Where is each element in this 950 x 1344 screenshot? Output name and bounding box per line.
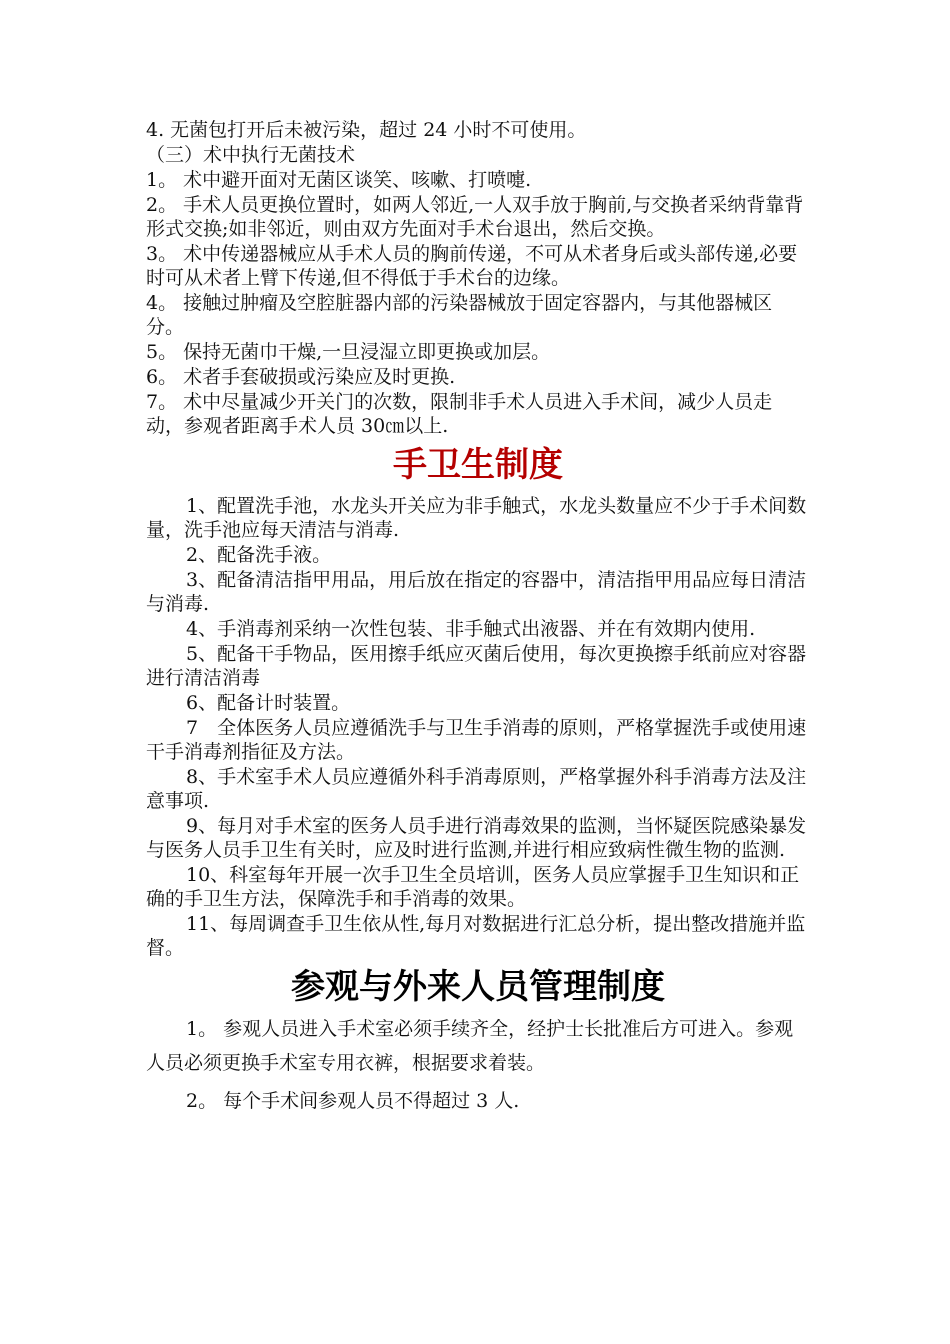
hand-hygiene-item: 5、配备干手物品，医用擦手纸应灭菌后使用，每次更换擦手纸前应对容器进行清洁消毒 (146, 643, 807, 689)
hand-hygiene-item: 10、科室每年开展一次手卫生全员培训，医务人员应掌握手卫生知识和正确的手卫生方法，保障洗手和手消毒的效果。 (146, 864, 800, 910)
visitor-management-section (146, 1012, 810, 1118)
visitor-item: 1。 参观人员进入手术室必须手续齐全，经护士长批准后方可进入。参观人员必须更换手术室专用衣裤，根据要求着装。 (146, 1018, 794, 1074)
hand-hygiene-item: 3、配备清洁指甲用品，用后放在指定的容器中，清洁指甲用品应每日清洁与消毒. (146, 569, 807, 615)
aseptic-line: 2。 手术人员更换位置时，如两人邻近,一人双手放于胸前,与交换者采纳背靠背形式交换;如非邻近，则由双方先面对手术台退出，然后交换。 (146, 194, 804, 240)
aseptic-line: 1。 术中避开面对无菌区谈笑、咳嗽、打喷嚏. (146, 169, 532, 191)
aseptic-technique-section (146, 118, 810, 438)
hand-hygiene-title: 手卫生制度 (393, 445, 563, 485)
aseptic-subheading: （三）术中执行无菌技术 (146, 144, 356, 166)
aseptic-line: 7。 术中尽量减少开关门的次数，限制非手术人员进入手术间，减少人员走动，参观者距离手术人员 30㎝以上. (146, 391, 773, 437)
aseptic-line: 3。 术中传递器械应从手术人员的胸前传递，不可从术者身后或头部传递,必要时可从术者上臂下传递,但不得低于手术台的边缘。 (146, 243, 798, 289)
visitor-item: 2。 每个手术间参观人员不得超过 3 人. (186, 1090, 520, 1112)
hand-hygiene-item: 8、手术室手术人员应遵循外科手消毒原则，严格掌握外科手消毒方法及注意事项. (146, 766, 807, 812)
hand-hygiene-item: 9、每月对手术室的医务人员手进行消毒效果的监测，当怀疑医院感染暴发与医务人员手卫生有关时，应及时进行监测,并进行相应致病性微生物的监测. (146, 815, 807, 861)
hand-hygiene-item: 1、配置洗手池，水龙头开关应为非手触式，水龙头数量应不少于手术间数量，洗手池应每天清洁与消毒. (146, 495, 807, 541)
hand-hygiene-item: 6、配备计时装置。 (186, 692, 351, 714)
aseptic-line: 6。 术者手套破损或污染应及时更换. (146, 366, 456, 388)
visitor-management-title: 参观与外来人员管理制度 (291, 967, 665, 1007)
aseptic-line: 4. 无菌包打开后未被污染，超过 24 小时不可使用。 (146, 119, 587, 141)
hand-hygiene-item: 7 全体医务人员应遵循洗手与卫生手消毒的原则，严格掌握洗手或使用速干手消毒剂指征及方法。 (146, 717, 807, 763)
hand-hygiene-section (146, 494, 810, 960)
hand-hygiene-item: 2、配备洗手液。 (186, 544, 332, 566)
hand-hygiene-item: 11、每周调查手卫生依从性,每月对数据进行汇总分析，提出整改措施并监督。 (146, 913, 806, 959)
hand-hygiene-item: 4、手消毒剂采纳一次性包装、非手触式出液器、并在有效期内使用. (186, 618, 756, 640)
aseptic-line: 5。 保持无菌巾干燥,一旦浸湿立即更换或加层。 (146, 341, 551, 363)
aseptic-line: 4。 接触过肿瘤及空腔脏器内部的污染器械放于固定容器内，与其他器械区分。 (146, 292, 773, 338)
document-page (146, 118, 810, 1122)
